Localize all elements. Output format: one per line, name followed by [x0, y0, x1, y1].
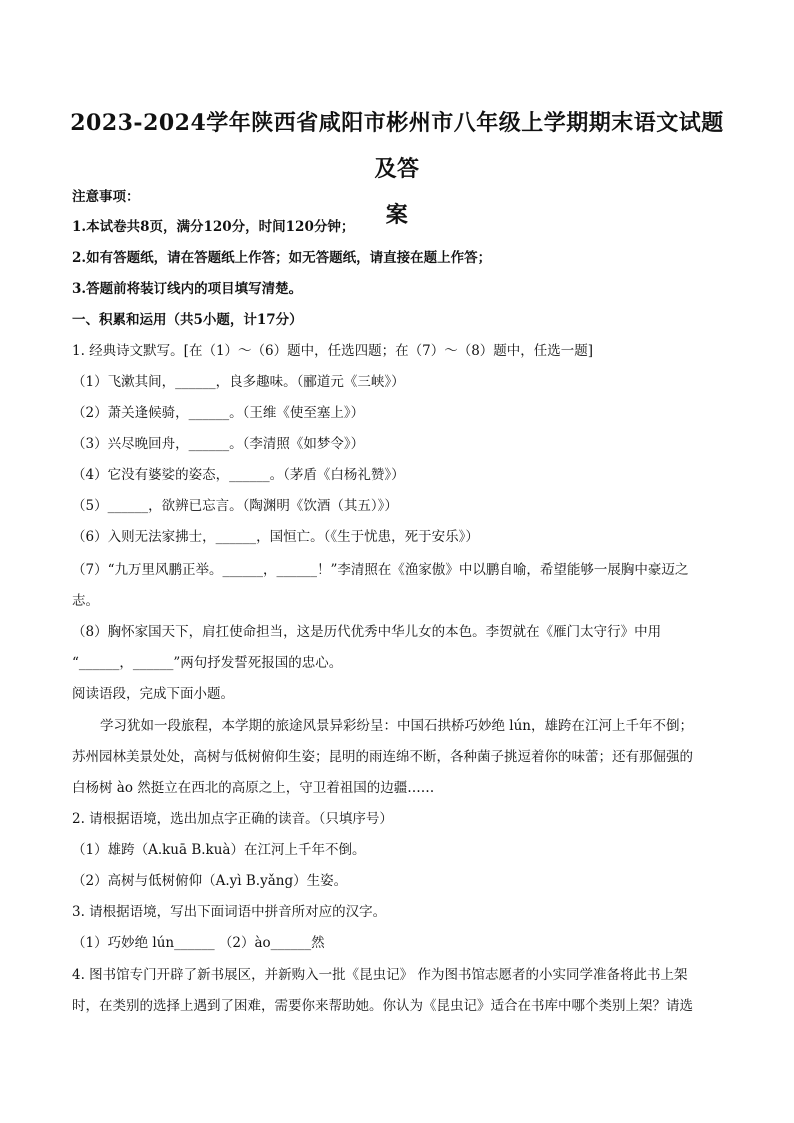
question-1-item-continued: 志。 — [72, 593, 99, 609]
question-1-item: （3）兴尽晚回舟，______。（李清照《如梦令》） — [72, 436, 365, 452]
question-4-line: 时，在类别的选择上遇到了困难，需要你来帮助她。你认为《昆虫记》适合在书库中哪个类别上架？请选 — [72, 998, 693, 1014]
question-1-item: （8）胸怀家国天下，肩扛使命担当，这是历代优秀中华儿女的本色。李贺就在《雁门太守行》中用 — [72, 624, 662, 640]
question-2-item: （1）雄跨（A.kuā B.kuà）在江河上千年不倒。 — [72, 842, 366, 858]
question-1-item-continued: “______，______”两句抒发誓死报国的忠心。 — [72, 655, 343, 671]
question-3-stem: 3. 请根据语境，写出下面词语中拼音所对应的汉字。 — [72, 904, 387, 920]
title-line-1: 2023-2024学年陕西省咸阳市彬州市八年级上学期期末语文试题及答 — [70, 110, 724, 182]
question-1-item: （6）入则无法家拂士，______，国恒亡。（《生于忧患，死于安乐》） — [72, 529, 479, 545]
section-heading: 一、积累和运用（共5小题，计17分） — [72, 312, 303, 328]
notice-item: 2.如有答题纸，请在答题纸上作答；如无答题纸，请直接在题上作答； — [72, 250, 492, 266]
passage-line: 苏州园林美景处处，高树与低树俯仰生姿；昆明的雨连绵不断，各种菌子挑逗着你的味蕾；还有那倔强的 — [72, 749, 693, 765]
notice-item: 3.答题前将装订线内的项目填写清楚。 — [72, 281, 303, 297]
reading-prompt: 阅读语段，完成下面小题。 — [72, 686, 234, 702]
question-1-item: （2）萧关逢候骑，______。（王维《使至塞上》） — [72, 405, 365, 421]
title-line-2: 案 — [385, 202, 409, 228]
question-1-stem: 1. 经典诗文默写。[在（1）～（6）题中，任选四题；在（7）～（8）题中，任选一题] — [72, 343, 594, 359]
question-1-item: （5）______，欲辨已忘言。（陶渊明《饮酒（其五）》） — [72, 498, 398, 514]
passage-line: 白杨树 ào 然挺立在西北的高原之上，守卫着祖国的边疆…… — [72, 780, 435, 796]
question-2-item: （2）高树与低树俯仰（A.yì B.yǎng）生姿。 — [72, 873, 348, 889]
question-1-item: （4）它没有婆娑的姿态，______。（茅盾《白杨礼赞》） — [72, 467, 405, 483]
question-2-stem: 2. 请根据语境，选出加点字正确的读音。（只填序号） — [72, 811, 393, 827]
notice-item: 1.本试卷共8页，满分120分，时间120分钟； — [72, 219, 355, 235]
passage-line: 学习犹如一段旅程，本学期的旅途风景异彩纷呈：中国石拱桥巧妙绝 lún，雄跨在江河上千年不倒； — [100, 718, 693, 734]
question-1-item: （7）“九万里风鹏正举。______，______！”李清照在《渔家傲》中以鹏自喻，希望能够一展胸中豪迈之 — [72, 562, 689, 578]
question-1-item: （1）飞漱其间，______，良多趣味。（郦道元《三峡》） — [72, 374, 405, 390]
question-4-line: 4. 图书馆专门开辟了新书展区，并新购入一批《昆虫记》 作为图书馆志愿者的小实同学准备将此书上架 — [72, 967, 688, 983]
notice-heading: 注意事项： — [72, 189, 140, 205]
question-3-item: （1）巧妙绝 lún______ （2）ào______然 — [72, 935, 325, 951]
